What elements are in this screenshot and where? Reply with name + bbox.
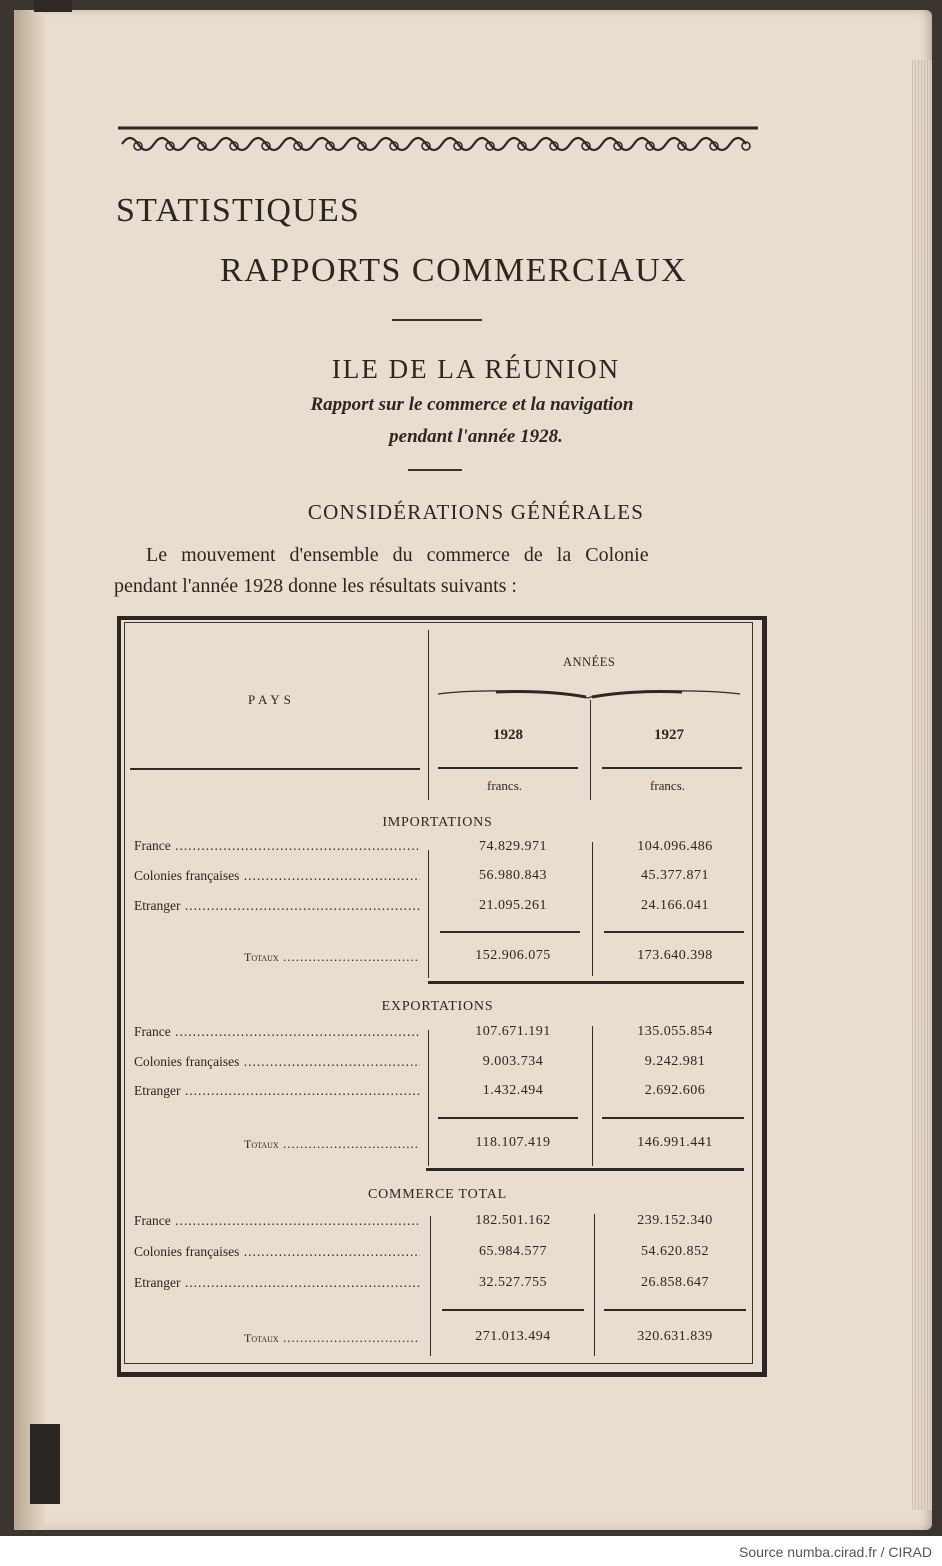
source-credit: Source numba.cirad.fr / CIRAD: [739, 1544, 932, 1560]
table-row-label: Colonies françaises .....: [134, 1244, 420, 1260]
subtotal-rule-1927: [602, 1117, 744, 1119]
report-subtitle-line2: pendant l'année 1928.: [389, 426, 563, 447]
pays-header: PAYS: [248, 692, 295, 707]
subtotal-rule-1927: [604, 931, 744, 933]
intro-paragraph-line2: pendant l'année 1928 donne les résultats suivants :: [114, 575, 517, 597]
annees-brace-icon: [436, 686, 742, 704]
table-cell-1927: 104.096.486: [637, 839, 713, 854]
table-row-label: Colonies françaises .....: [134, 1054, 420, 1070]
section-heading: CONSIDÉRATIONS GÉNÉRALES: [307, 500, 645, 524]
section-title-exportations: EXPORTATIONS: [381, 999, 494, 1014]
section-title-commerce-total: COMMERCE TOTAL: [367, 1187, 508, 1202]
total-1927: 173.640.398: [637, 948, 713, 963]
table-cell-1927: 45.377.871: [641, 868, 709, 883]
table-cell-1928: 21.095.261: [479, 898, 547, 913]
commerce-divider-left: [430, 1216, 431, 1356]
subtitle-divider: [408, 469, 462, 471]
header-divider-vertical: [428, 630, 429, 800]
year-divider-vertical: [590, 700, 591, 800]
table-cell-1927: 26.858.647: [641, 1275, 709, 1290]
subtotal-rule-1928: [442, 1309, 584, 1311]
table-row-label: France .....: [134, 1024, 420, 1040]
table-row-label: France .....: [134, 1213, 420, 1229]
table-cell-1928: 182.501.162: [475, 1213, 551, 1228]
section-title-importations: IMPORTATIONS: [382, 815, 493, 830]
totals-label: Totaux .....: [244, 1330, 420, 1346]
table-cell-1927: 2.692.606: [644, 1083, 706, 1098]
table-cell-1927: 239.152.340: [637, 1213, 713, 1228]
intro-paragraph-line1: Le mouvement d'ensemble du commerce de la Colonie: [146, 544, 649, 566]
importations-divider-left: [428, 850, 429, 978]
page-title-line2: RAPPORTS COMMERCIAUX: [220, 252, 688, 289]
subtotal-rule-1928: [438, 1117, 578, 1119]
report-subtitle-line1: Rapport sur le commerce et la navigation: [310, 394, 634, 415]
page-spine-shadow: [14, 10, 44, 1530]
table-cell-1927: 9.242.981: [644, 1054, 706, 1069]
year-1928-underline: [438, 767, 578, 769]
page-edge-texture: [912, 60, 932, 1510]
table-row-label: Etranger .....: [134, 1275, 420, 1291]
section-end-rule: [426, 1168, 744, 1171]
page-title-line1: STATISTIQUES: [116, 192, 361, 229]
exportations-divider-mid: [592, 1026, 593, 1166]
annees-header: ANNÉES: [563, 655, 616, 669]
table-cell-1927: 24.166.041: [641, 898, 709, 913]
table-row-label: Etranger .....: [134, 898, 420, 914]
table-cell-1927: 54.620.852: [641, 1244, 709, 1259]
commerce-divider-mid: [594, 1214, 595, 1356]
binding-band-bottom: [30, 1424, 60, 1504]
ornament-border-icon: [116, 122, 760, 162]
totals-label: Totaux .....: [244, 1136, 420, 1152]
total-1928: 118.107.419: [475, 1135, 551, 1150]
table-cell-1928: 56.980.843: [479, 868, 547, 883]
pays-header-underline: [130, 768, 420, 770]
table-cell-1928: 1.432.494: [482, 1083, 544, 1098]
title-divider: [392, 319, 482, 321]
place-heading: ILE DE LA RÉUNION: [331, 354, 621, 384]
year-1927-underline: [602, 767, 742, 769]
year-1927-header: 1927: [654, 727, 684, 743]
total-1927: 320.631.839: [637, 1329, 713, 1344]
section-end-rule: [428, 981, 744, 984]
total-1928: 152.906.075: [475, 948, 551, 963]
table-row-label: Colonies françaises .....: [134, 868, 420, 884]
table-row-label: Etranger .....: [134, 1083, 420, 1099]
importations-divider-mid: [592, 842, 593, 976]
total-1927: 146.991.441: [637, 1135, 713, 1150]
unit-1927: francs.: [650, 778, 686, 793]
table-cell-1928: 107.671.191: [475, 1024, 551, 1039]
table-cell-1927: 135.055.854: [637, 1024, 713, 1039]
exportations-divider-left: [428, 1030, 429, 1166]
totals-label: Totaux .....: [244, 949, 420, 965]
table-cell-1928: 65.984.577: [479, 1244, 547, 1259]
table-cell-1928: 74.829.971: [479, 839, 547, 854]
subtotal-rule-1928: [440, 931, 580, 933]
subtotal-rule-1927: [604, 1309, 746, 1311]
total-1928: 271.013.494: [475, 1329, 551, 1344]
binding-band-top: [34, 0, 72, 12]
year-1928-header: 1928: [493, 727, 523, 743]
table-cell-1928: 9.003.734: [482, 1054, 544, 1069]
unit-1928: francs.: [487, 778, 523, 793]
table-row-label: France .....: [134, 838, 420, 854]
table-cell-1928: 32.527.755: [479, 1275, 547, 1290]
